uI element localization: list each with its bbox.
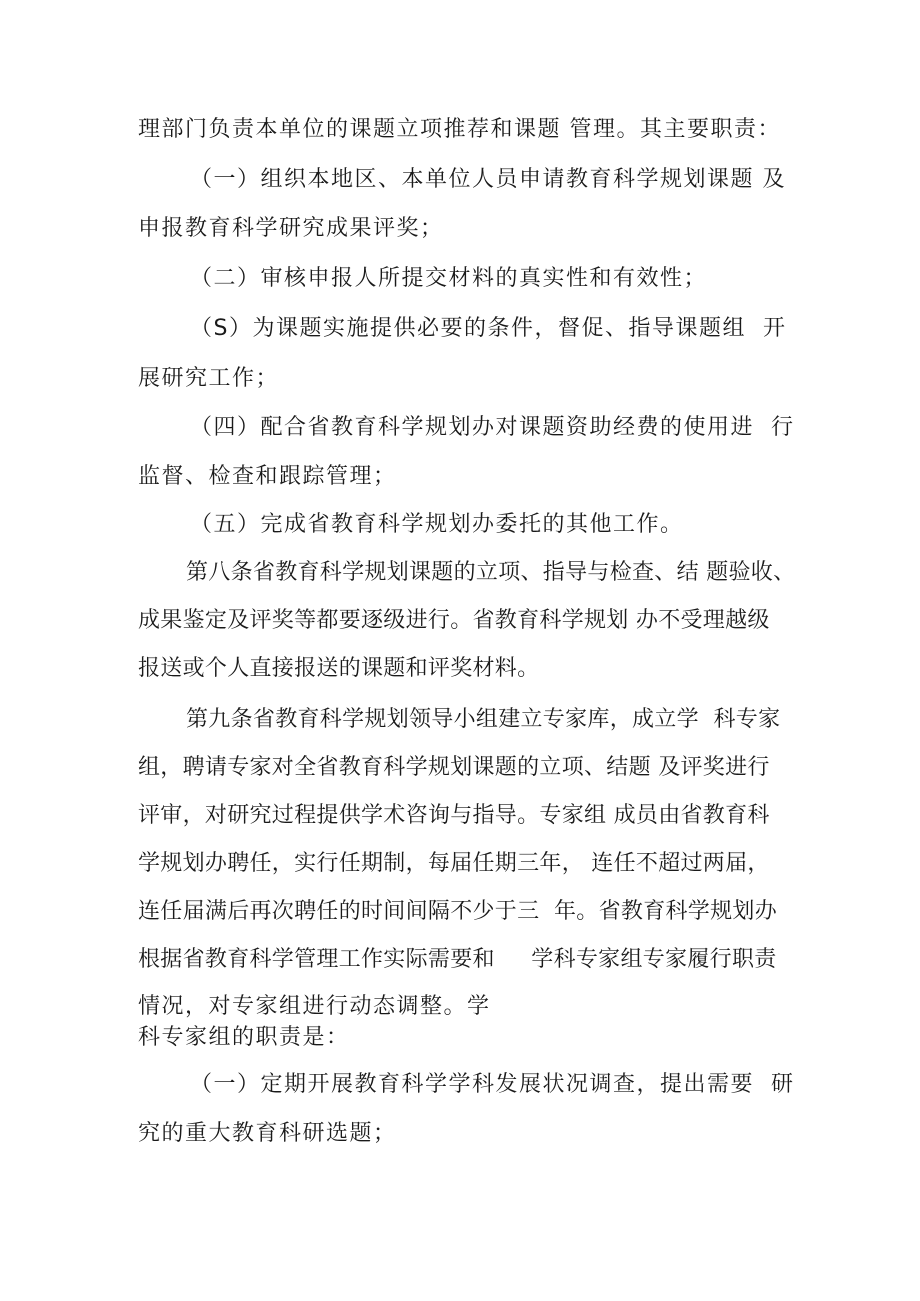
paragraph-line: 第九条省教育科学规划领导小组建立专家库，成立学 科专家 — [186, 707, 781, 732]
paragraph-line: 科专家组的职责是： — [138, 1025, 350, 1050]
paragraph-line: 根据省教育科学管理工作实际需要和 学科专家组专家履行职责 — [138, 947, 777, 972]
paragraph-line: 究的重大教育科研选题； — [138, 1121, 397, 1146]
paragraph-line: 展研究工作； — [138, 366, 280, 391]
paragraph-line: 学规划办聘任，实行任期制，每届任期三年， 连任不超过两届， — [138, 851, 770, 876]
paragraph-line: 申报教育科学研究成果评奖； — [138, 216, 444, 241]
paragraph-line: 理部门负责本单位的课题立项推荐和课题 管理。其主要职责： — [138, 117, 781, 142]
paragraph-line: 组，聘请专家对全省教育科学规划课题的立项、结题 及评奖进行 — [138, 755, 770, 780]
paragraph-line: （五）完成省教育科学规划办委托的其他工作。 — [190, 512, 684, 537]
paragraph-line: （二）审核申报人所提交材料的真实性和有效性； — [190, 266, 708, 291]
paragraph-line: 情况，对专家组进行动态调整。学 — [138, 994, 491, 1019]
paragraph-line: （S）为课题实施提供必要的条件，督促、指导课题组 开 — [190, 316, 787, 341]
paragraph-line: 连任届满后再次聘任的时间间隔不少于三 年。省教育科学规划办 — [138, 899, 777, 924]
paragraph-line: （一）定期开展教育科学学科发展状况调查，提出需要 研 — [190, 1072, 795, 1097]
paragraph-line: 成果鉴定及评奖等都要逐级进行。省教育科学规划 办不受理越级 — [138, 608, 770, 633]
paragraph-line: 评审，对研究过程提供学术咨询与指导。专家组 成员由省教育科 — [138, 803, 770, 828]
paragraph-line: 第八条省教育科学规划课题的立项、指导与检查、结 题验收、 — [186, 560, 796, 585]
paragraph-line: （四）配合省教育科学规划办对课题资助经费的使用进 行 — [190, 415, 795, 440]
paragraph-line: （一）组织本地区、本单位人员申请教育科学规划课题 及 — [190, 167, 786, 192]
paragraph-line: 报送或个人直接报送的课题和评奖材料。 — [138, 656, 540, 681]
paragraph-line: 监督、检查和跟踪管理； — [138, 464, 397, 489]
